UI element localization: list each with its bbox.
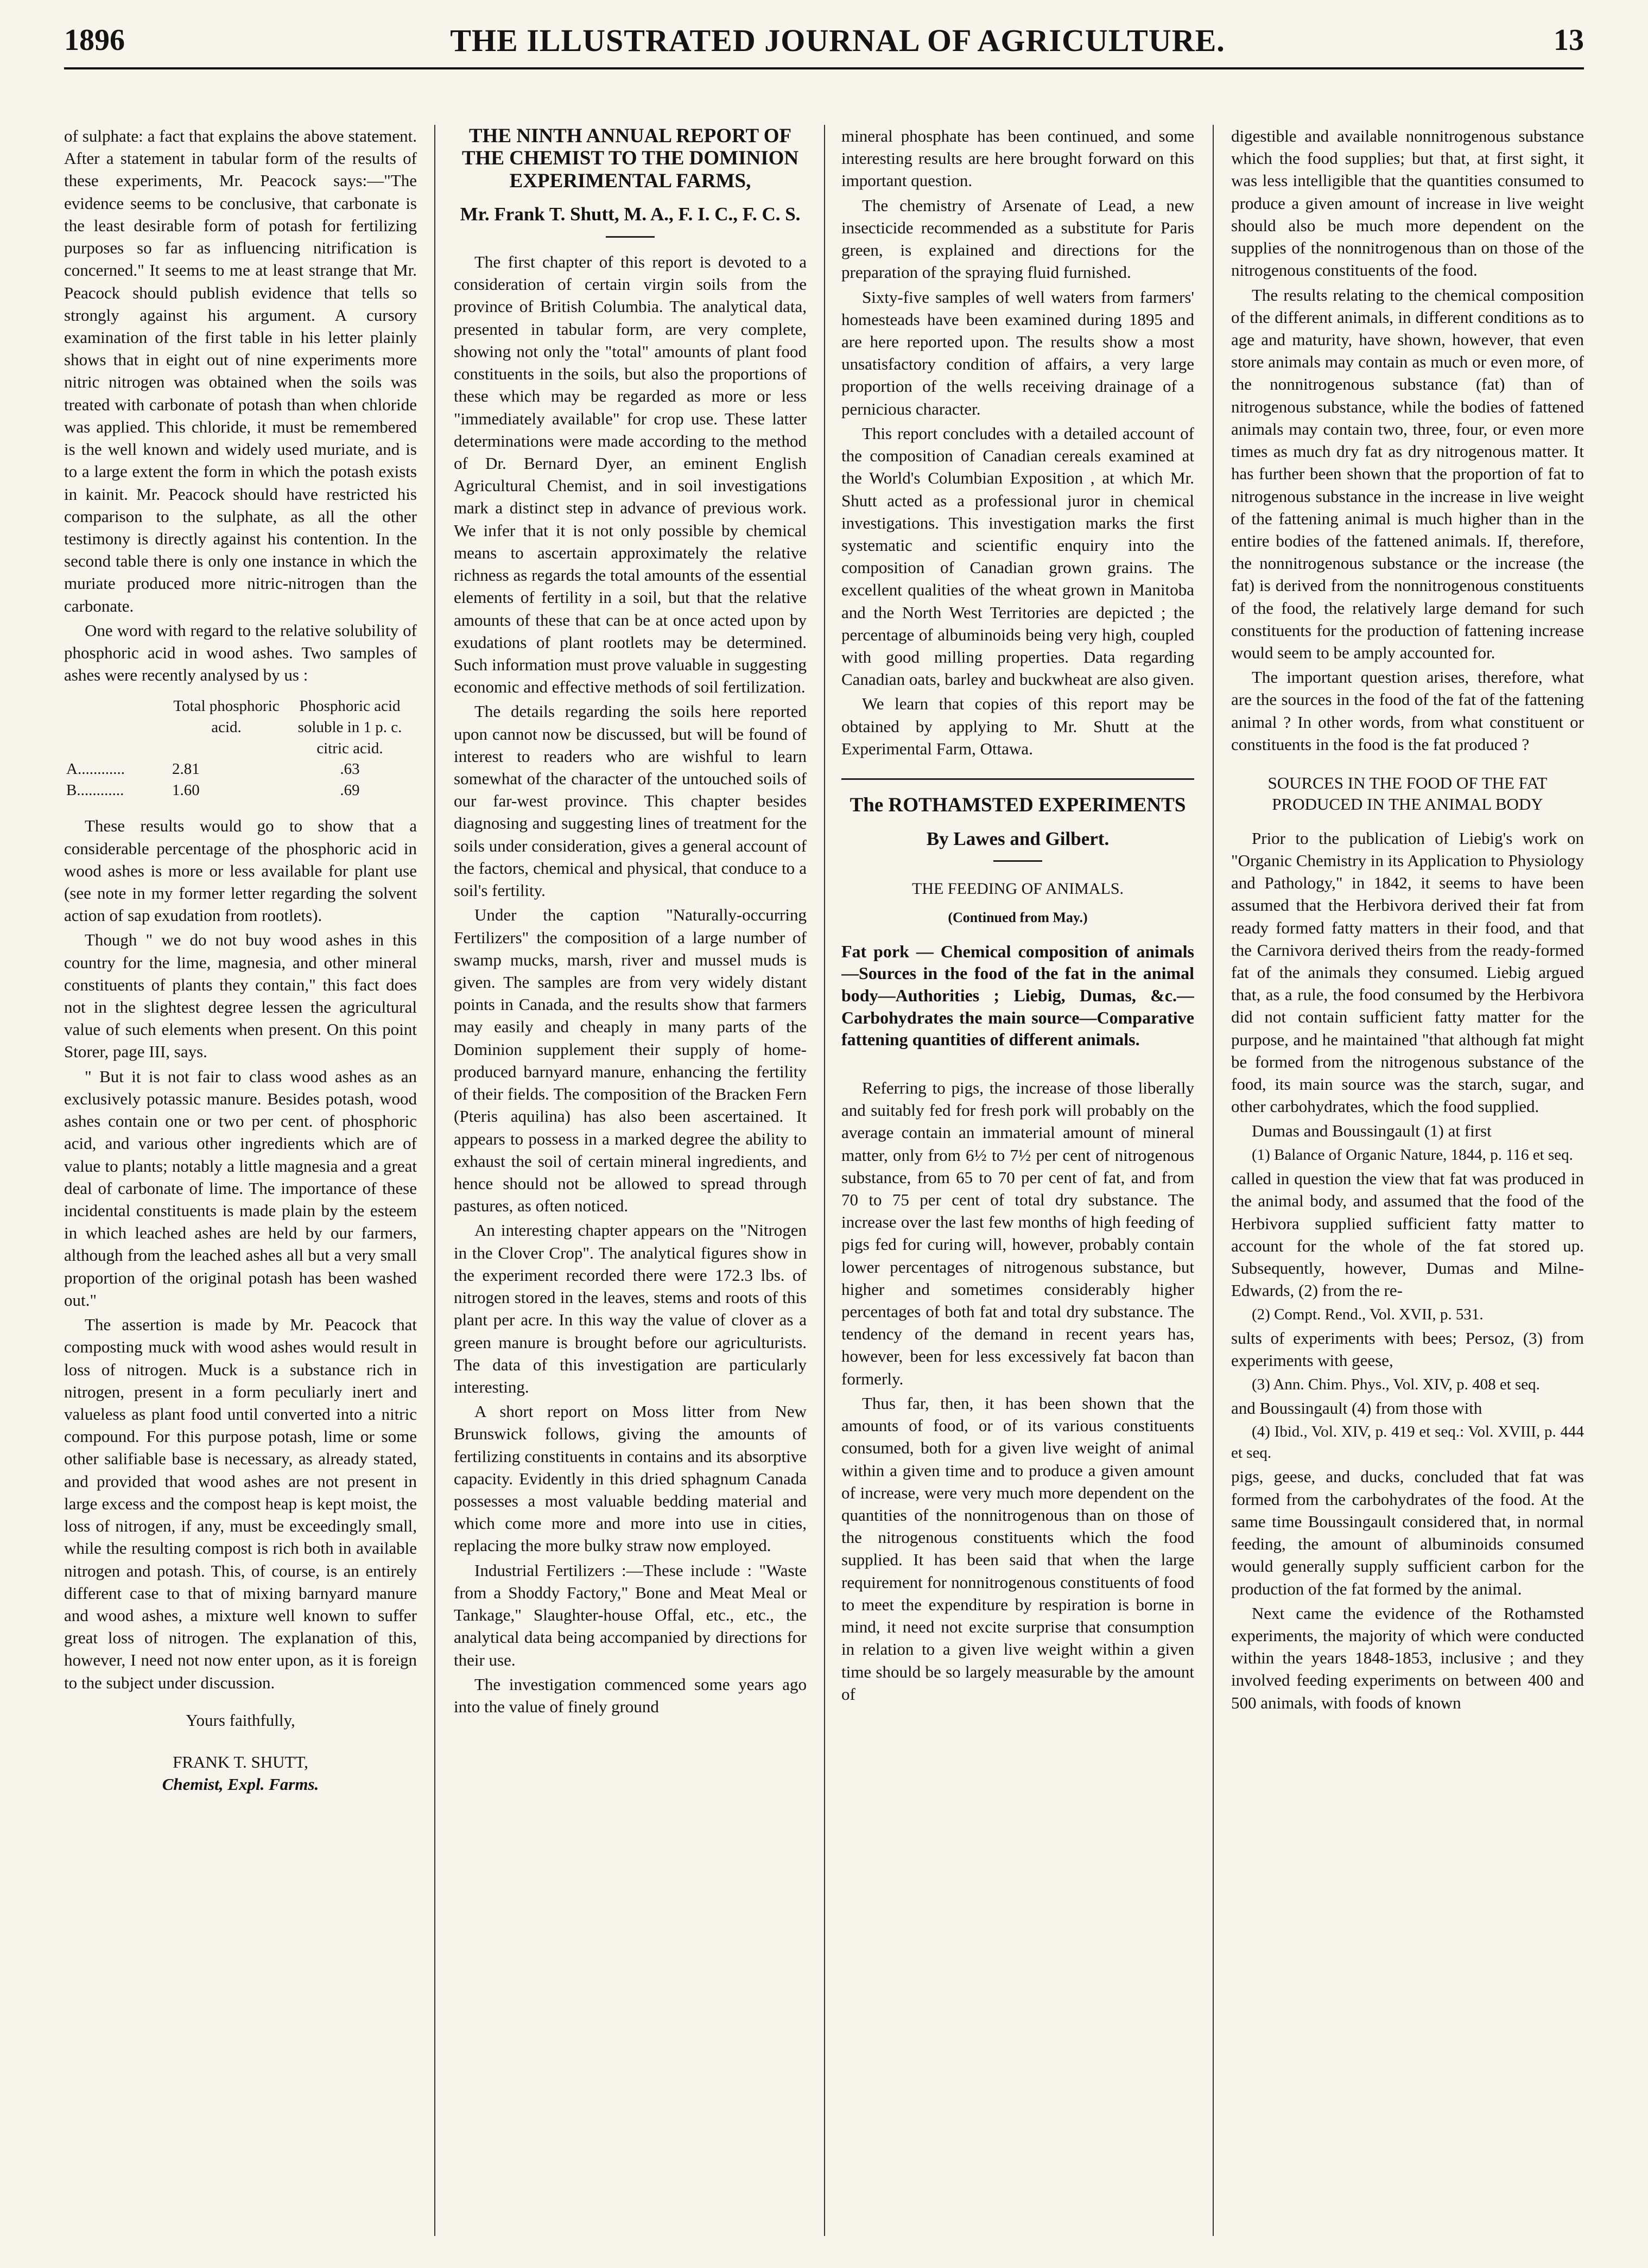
table-header: Phosphoric acid soluble in 1 p. c. citric acid. xyxy=(297,697,402,757)
signoff: Yours faithfully, xyxy=(186,1710,295,1730)
column-2 xyxy=(454,125,807,2236)
footnote: (4) Ibid., Vol. XIV, p. 419 et seq.: Vol. XVIII, p. 444 et seq. xyxy=(1231,1423,1584,1462)
signature-title: Chemist, Expl. Farms. xyxy=(162,1775,319,1794)
column-rule xyxy=(1213,125,1214,2236)
paragraph: These results would go to show that a considerable percentage of the phosphoric acid in wood ashes is more or less available for plant use (see note in my former letter regarding the solvent action of sap exudation from rootlets). xyxy=(64,816,417,925)
column-3 xyxy=(841,125,1194,2236)
paragraph: digestible and available nonnitrogenous substance which the food supplies; but that, at first sight, it was less intelligible that the quantities consumed to produce a given amount of increase in live weight should also be much more dependent on the supplies of the nonnitrogenous than on those of the nitrogenous constituents of the food. xyxy=(1231,126,1584,280)
paragraph: This report concludes with a detailed account of the composition of Canadian cereals examined at the World's Columbian Exposition , at which Mr. Shutt acted as a professional juror in chemical investigations. This investigation marks the first systematic and scientific enquiry into the composition of Canadian grown grains. The excellent qualities of the wheat grown in Manitoba and the North West Territories are depicted ; the percentage of albuminoids being very high, coupled with good milling properties. Data regarding Canadian oats, barley and buckwheat are also given. xyxy=(841,423,1194,689)
divider xyxy=(606,236,655,238)
column-1 xyxy=(64,125,417,2236)
paragraph: The details regarding the soils here reported upon cannot now be discussed, but will be found of interest to readers who are wishful to learn somewhat of the character of the untouched soils of our far-west province. This chapter besides diagnosing and suggesting lines of treatment for the soils under consideration, gives a general account of the factors, chemical and physical, that conduce to a soil's fertility. xyxy=(454,702,807,900)
header-year: 1896 xyxy=(64,23,125,57)
footnote: (1) Balance of Organic Nature, 1844, p. 116 et seq. xyxy=(1252,1146,1573,1164)
table-header: Total phosphoric acid. xyxy=(173,697,280,736)
paragraph: Next came the evidence of the Rothamsted experiments, the majority of which were conducted within the years 1848-1853, inclusive ; and they involved feeding experiments on between 400 and 500 animals, with foods of known xyxy=(1231,1603,1584,1712)
column-4 xyxy=(1231,125,1584,2236)
continued-note: (Continued from May.) xyxy=(948,910,1088,926)
article-heading: The ROTHAMSTED EXPERIMENTS xyxy=(850,794,1186,817)
ash-analysis-table xyxy=(64,696,417,801)
table-row xyxy=(64,759,417,780)
paragraph: The important question arises, therefore, what are the sources in the food of the fat of the fattening animal ? In other words, from what constituent or constituents in the food is the fat produced ? xyxy=(1231,668,1584,754)
column-rule xyxy=(824,125,825,2236)
paragraph: " But it is not fair to class wood ashes as an exclusively potassic manure. Besides potash, wood ashes contain one or two per cent. of phosphoric acid, and various other ingredients which are of value to plants; notably a little magnesia and a great deal of carbonate of lime. The importance of these incidental constituents is made plain by the esteem in which leached ashes are held by our farmers, although from the leached ashes all but a very small proportion of the original potash has been washed out." xyxy=(64,1066,417,1310)
paragraph: Sixty-five samples of well waters from farmers' homesteads have been examined during 1895 and are here reported upon. The results show a most unsatisfactory condition of affairs, a very large proportion of the wells receiving drainage of a pernicious character. xyxy=(841,287,1194,418)
paragraph: The investigation commenced some years ago into the value of finely ground xyxy=(454,1674,807,1716)
table-cell: B............ xyxy=(66,781,124,799)
paragraph: A short report on Moss litter from New Brunswick follows, giving the amounts of fertilizing constituents in contains and its absorptive capacity. Evidently in this dried sphagnum Canada possesses a most valuable bedding material and which come more and more into use in cities, replacing the more bulky straw now employed. xyxy=(454,1402,807,1555)
paragraph: The first chapter of this report is devoted to a consideration of certain virgin soils from the province of British Columbia. The analytical data, presented in tabular form, are very complete, showing not only the "total" amounts of plant food constituents in the soils, but also the proportions of these which may be regarded as more or less "immediately available" for crop use. These latter determinations were made according to the method of Dr. Bernard Dyer, an eminent English Agricultural Chemist, and in soil investigations mark a distinct step in advance of previous work. We infer that it is not only possible by chemical means to ascertain approximately the relative richness as regards the total amounts of the essential elements of fertility in a soil, but that the relative amounts of these that can be at once acted upon by exudations of plant rootlets may be determined. Such information must prove valuable in suggesting economic and effective methods of soil fertilization. xyxy=(454,252,807,697)
paragraph: mineral phosphate has been continued, and some interesting results are here brought forward on this important question. xyxy=(841,126,1194,190)
paragraph: Prior to the publication of Liebig's work on "Organic Chemistry in its Application to Physiology and Pathology," in 1842, it seems to have been assumed that the Herbivora derived their fat from ready formed fatty matters in their food, and that the Carnivora derived theirs from the ready-formed fat of the animals they consumed. Liebig argued that, as a rule, the food consumed by the Herbivora did not contain sufficient fatty matter for the purpose, and he maintained "that although fat might be formed from the nitrogenous substance of the food, its main source was the starch, sugar, and other carbohydrates, which the food supplied. xyxy=(1231,828,1584,1116)
footnote: (2) Compt. Rend., Vol. XVII, p. 531. xyxy=(1252,1305,1484,1323)
paragraph: and Boussingault (4) from those with xyxy=(1231,1399,1482,1418)
article-heading: THE NINTH ANNUAL REPORT OF THE CHEMIST TO THE DOMINION EXPERIMENTAL FARMS, xyxy=(461,125,799,192)
signature-name: FRANK T. SHUTT, xyxy=(173,1752,308,1772)
paragraph: Referring to pigs, the increase of those liberally and suitably fed for fresh pork will probably on the average contain an immaterial amount of mineral matter, only from 6½ to 7½ per cent of nitrogenous substance, from 65 to 70 per cent of fat, and from 70 to 75 per cent of total dry substance. The increase over the last few months of high feeding of pigs fed for curing will, however, probably contain lower percentages of nitrogenous substance, but higher and sometimes considerably higher percentages of both fat and total dry substance. The tendency of the demand in recent years has, however, been for less excessively fat bacon than formerly. xyxy=(841,1078,1194,1388)
table-row xyxy=(64,780,417,801)
section-subhead: SOURCES IN THE FOOD OF THE FAT PRODUCED IN THE ANIMAL BODY xyxy=(1267,773,1548,814)
article-byline: Mr. Frank T. Shutt, M. A., F. I. C., F. C. S. xyxy=(460,204,801,225)
page-number: 13 xyxy=(1554,23,1584,57)
table-cell: 2.81 xyxy=(172,760,200,778)
page-header xyxy=(64,20,1584,69)
paragraph: We learn that copies of this report may be obtained by applying to Mr. Shutt at the Experimental Farm, Ottawa. xyxy=(841,694,1194,758)
article-synopsis: Fat pork — Chemical composition of animals—Sources in the food of the fat in the animal body—Authorities ; Liebig, Dumas, &c.—Carbohydrates the main source—Comparative fattening quantities of different animals. xyxy=(841,941,1194,1050)
paragraph: The chemistry of Arsenate of Lead, a new insecticide recommended as a substitute for Paris green, is explained and directions for the preparation of the spraying fluid furnished. xyxy=(841,195,1194,282)
paragraph: One word with regard to the relative solubility of phosphoric acid in wood ashes. Two samples of ashes were recently analysed by us : xyxy=(64,620,417,685)
footnote: (3) Ann. Chim. Phys., Vol. XIV, p. 408 et seq. xyxy=(1252,1375,1540,1393)
divider xyxy=(993,860,1042,862)
table-cell: .69 xyxy=(340,781,360,799)
section-rule xyxy=(841,778,1194,780)
paragraph: of sulphate: a fact that explains the above statement. After a statement in tabular form of the results of these experiments, Mr. Peacock says:—"The evidence seems to be conclusive, that carbonate is the least desirable form of potash for fertilizing purposes so far as influencing nitrification is concerned." It seems to me at least strange that Mr. Peacock should publish evidence that tells so strongly against his argument. A cursory examination of the first table in his letter plainly shows that in eight out of nine experiments more nitric nitrogen was obtained when the soils was treated with carbonate of potash than when chloride was applied. This chloride, it must be remembered is the well known and widely used muriate, and is to a large extent the form in which the potash exists in kainit. Mr. Peacock should have restricted his comparison to the sulphate, as all the other testimony is directly against his contention. In the second table there is only one instance in which the muriate produced more nitric-nitrogen than the carbonate. xyxy=(64,126,417,615)
paragraph: called in question the view that fat was produced in the animal body, and assumed that the food of the Herbivora supplied sufficient fatty matter to account for the whole of the fat stored up. Subsequently, however, Dumas and Milne-Edwards, (2) from the re- xyxy=(1231,1169,1584,1300)
table-header-row xyxy=(64,696,417,759)
column-rule xyxy=(434,125,435,2236)
paragraph: The results relating to the chemical composition of the different animals, in different conditions as to age and maturity, have shown, however, that even store animals may contain as much or even more, of the nonnitrogenous substance (fat) than of nitrogenous substance, while the bodies of fattened animals may contain two, three, four, or even more times as much dry fat as dry nitrogenous matter. It has further been shown that the proportion of fat to nitrogenous substance in the increase in live weight of the fattening animal is much higher than in the entire bodies of the fattened animals. If, therefore, the nonnitrogenous substance or the increase (the fat) is derived from the nonnitrogenous constituents of the food, the relatively large demand for such constituents for the production of fattening increase would seem to be amply accounted for. xyxy=(1231,285,1584,663)
table-cell: .63 xyxy=(340,760,360,778)
paragraph: sults of experiments with bees; Persoz, (3) from experiments with geese, xyxy=(1231,1329,1584,1370)
journal-title: THE ILLUSTRATED JOURNAL OF AGRICULTURE. xyxy=(450,23,1225,58)
paragraph: Though " we do not buy wood ashes in this country for the lime, magnesia, and other mineral constituents of plants they contain," this fact does not in the slightest degree lessen the agricultural value of such elements when present. On this point Storer, page III, says. xyxy=(64,930,417,1062)
paragraph: Dumas and Boussingault (1) at first xyxy=(1252,1121,1492,1141)
section-subhead: THE FEEDING OF ANIMALS. xyxy=(912,880,1124,898)
paragraph: Industrial Fertilizers :—These include : "Waste from a Shoddy Factory," Bone and Meat Meal or Tankage," Slaughter-house Offal, etc., etc., the analytical data being accompanied by directions for their use. xyxy=(454,1560,807,1669)
article-byline: By Lawes and Gilbert. xyxy=(926,828,1110,849)
paragraph: pigs, geese, and ducks, concluded that fat was formed from the carbohydrates of the food. At the same time Boussingault considered that, in normal feeding, the amount of albuminoids consumed would generally supply sufficient carbon for the production of the fat formed by the animal. xyxy=(1231,1467,1584,1598)
header-rule xyxy=(64,67,1584,69)
paragraph: Thus far, then, it has been shown that the amounts of food, or of its various constituents consumed, both for a given live weight of animal within a given time and to produce a given amount of increase, were very much more dependent on the quantities of the nonnitrogenous than on those of the nitrogenous constituents which the food supplied. It has been said that when the large requirement for nonnitrogenous constituents of food to meet the expenditure by respiration is borne in mind, it need not excite surprise that consumption in relation to a given live weight within a given time should be so largely measurable by the amount of xyxy=(841,1393,1194,1704)
table-cell: A............ xyxy=(66,760,125,778)
paragraph: The assertion is made by Mr. Peacock that composting muck with wood ashes would result in loss of nitrogen. Muck is a substance rich in nitrogen, present in a form peculiarly inert and valueless as plant food until converted into a nitric compound. For this purpose potash, lime or some other salifiable base is necessary, as already stated, and provided that wood ashes are not present in large excess and the compost heap is kept moist, the loss of nitrogen, if any, must be exceedingly small, while the resulting compost is rich both in available nitrogen and potash. This, of course, is an entirely different case to that of mixing barnyard manure and wood ashes, a mixture well known to suffer great loss of nitrogen. The explanation of this, however, I need not now enter upon, as it is foreign to the subject under discussion. xyxy=(64,1315,417,1692)
paragraph: An interesting chapter appears on the "Nitrogen in the Clover Crop". The analytical figures show in the experiment recorded there were 172.3 lbs. of nitrogen stored in the leaves, stems and roots of this plant per acre. In this way the value of clover as a green manure is brought before our agriculturists. The data of this investigation are particularly interesting. xyxy=(454,1221,807,1396)
paragraph: Under the caption "Naturally-occurring Fertilizers" the composition of a large number of swamp mucks, marsh, river and mussel muds is given. The samples are from very widely distant points in Canada, and the results show that farmers may easily and cheaply in many parts of the Dominion supplement their supply of home-produced barnyard manure, enhancing the fertility of their fields. The composition of the Bracken Fern (Pteris aquilina) has also been ascertained. It appears to possess in a marked degree the ability to exhaust the soil of certain mineral ingredients, and hence should not be allowed to spread through pastures, as often noticed. xyxy=(454,905,807,1216)
table-cell: 1.60 xyxy=(172,781,200,799)
